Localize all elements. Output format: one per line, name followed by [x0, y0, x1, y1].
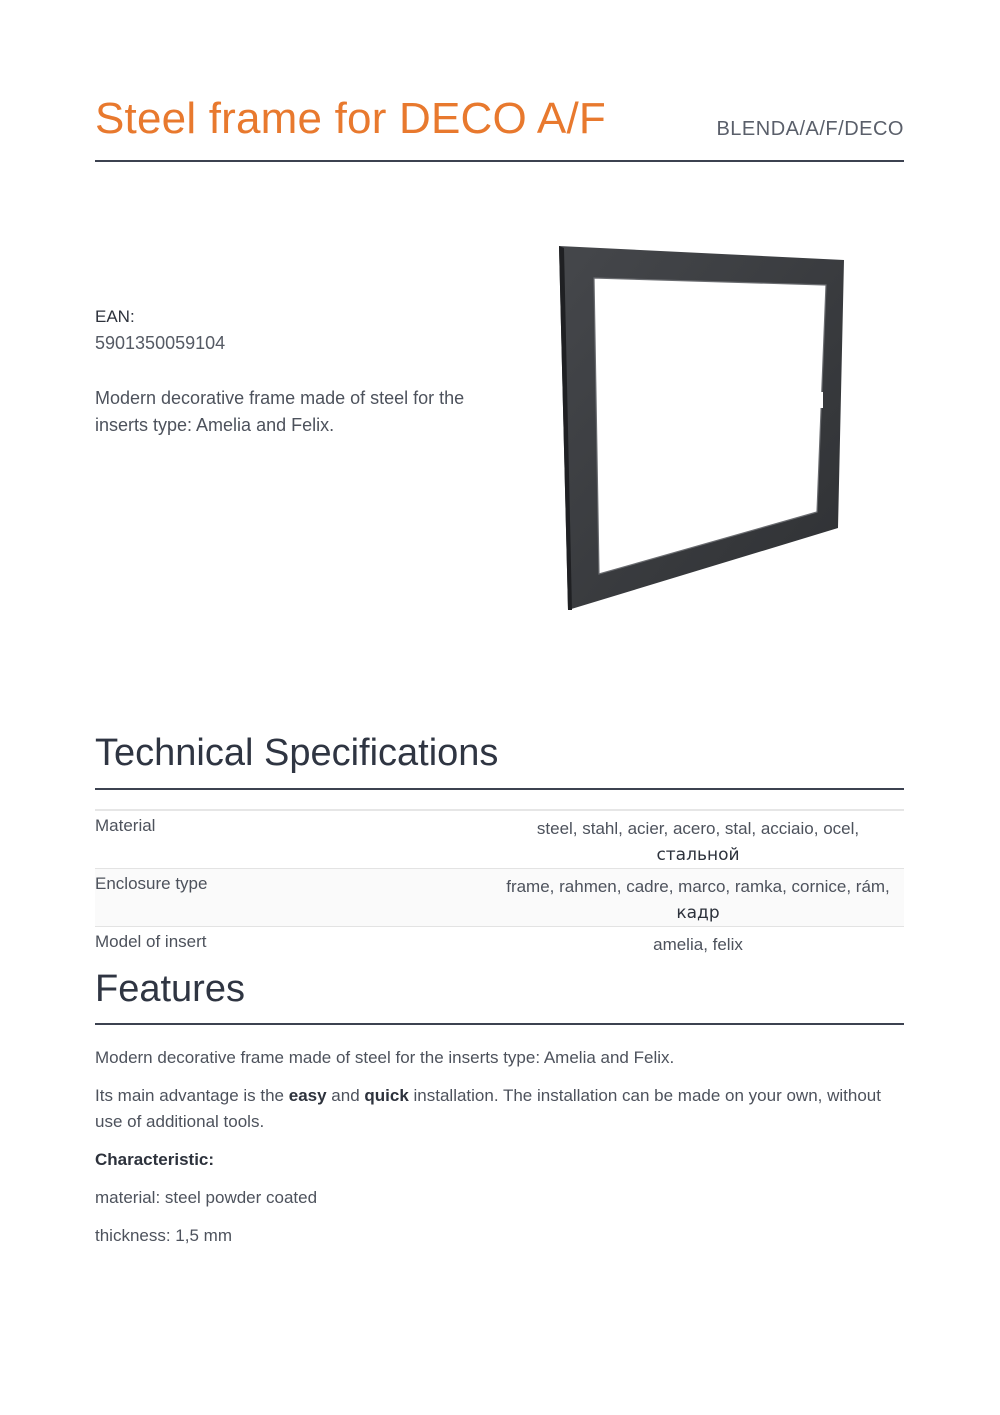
product-title: Steel frame for DECO A/F [95, 94, 606, 143]
intro-description: Modern decorative frame made of steel for the inserts type: Amelia and Felix. [95, 388, 465, 435]
spec-value-cyrillic: кадр [676, 903, 720, 923]
features-advantage-paragraph [95, 1083, 904, 1135]
spec-value [495, 869, 904, 926]
features-paragraph: Modern decorative frame made of steel for the inserts type: Amelia and Felix. [95, 1048, 675, 1067]
page-header [95, 92, 904, 162]
advantage-text: and [326, 1086, 365, 1105]
characteristic-material: material: steel powder coated [95, 1188, 318, 1207]
spec-label: Material [95, 816, 156, 835]
specs-section-heading [95, 732, 904, 790]
ean-label: EAN: [95, 307, 135, 326]
spec-value-text: steel, stahl, acier, acero, stal, acciaio, ocel, [536, 819, 860, 838]
spec-label: Model of insert [95, 932, 207, 951]
table-row [95, 869, 904, 927]
table-row [95, 811, 904, 869]
spec-value [495, 811, 904, 868]
spec-value-cyrillic: стальной [656, 845, 740, 865]
characteristic-heading: Characteristic: [95, 1150, 215, 1169]
frame-outer [559, 246, 844, 610]
spec-value-text: amelia, felix [653, 935, 743, 954]
table-row [95, 927, 904, 958]
features-body [95, 1045, 904, 1261]
steel-frame-illustration [555, 242, 847, 614]
spec-label: Enclosure type [95, 874, 208, 893]
characteristic-thickness: thickness: 1,5 mm [95, 1226, 232, 1245]
ean-value: 5901350059104 [95, 333, 226, 353]
spec-value [495, 927, 904, 958]
specs-heading-text: Technical Specifications [95, 732, 499, 774]
advantage-text: Its main advantage is the [95, 1086, 289, 1105]
advantage-text: installation. The installation can be made on your own, without use of additional tools. [95, 1086, 881, 1131]
frame-notch [814, 392, 823, 408]
advantage-quick: quick [364, 1086, 409, 1105]
features-heading-text: Features [95, 968, 245, 1010]
product-code: BLENDA/A/F/DECO [716, 118, 904, 140]
specs-table [95, 809, 904, 958]
features-section-heading [95, 968, 904, 1025]
spec-value-text: frame, rahmen, cadre, marco, ramka, cornice, rám, [506, 877, 890, 896]
advantage-easy: easy [288, 1086, 327, 1105]
